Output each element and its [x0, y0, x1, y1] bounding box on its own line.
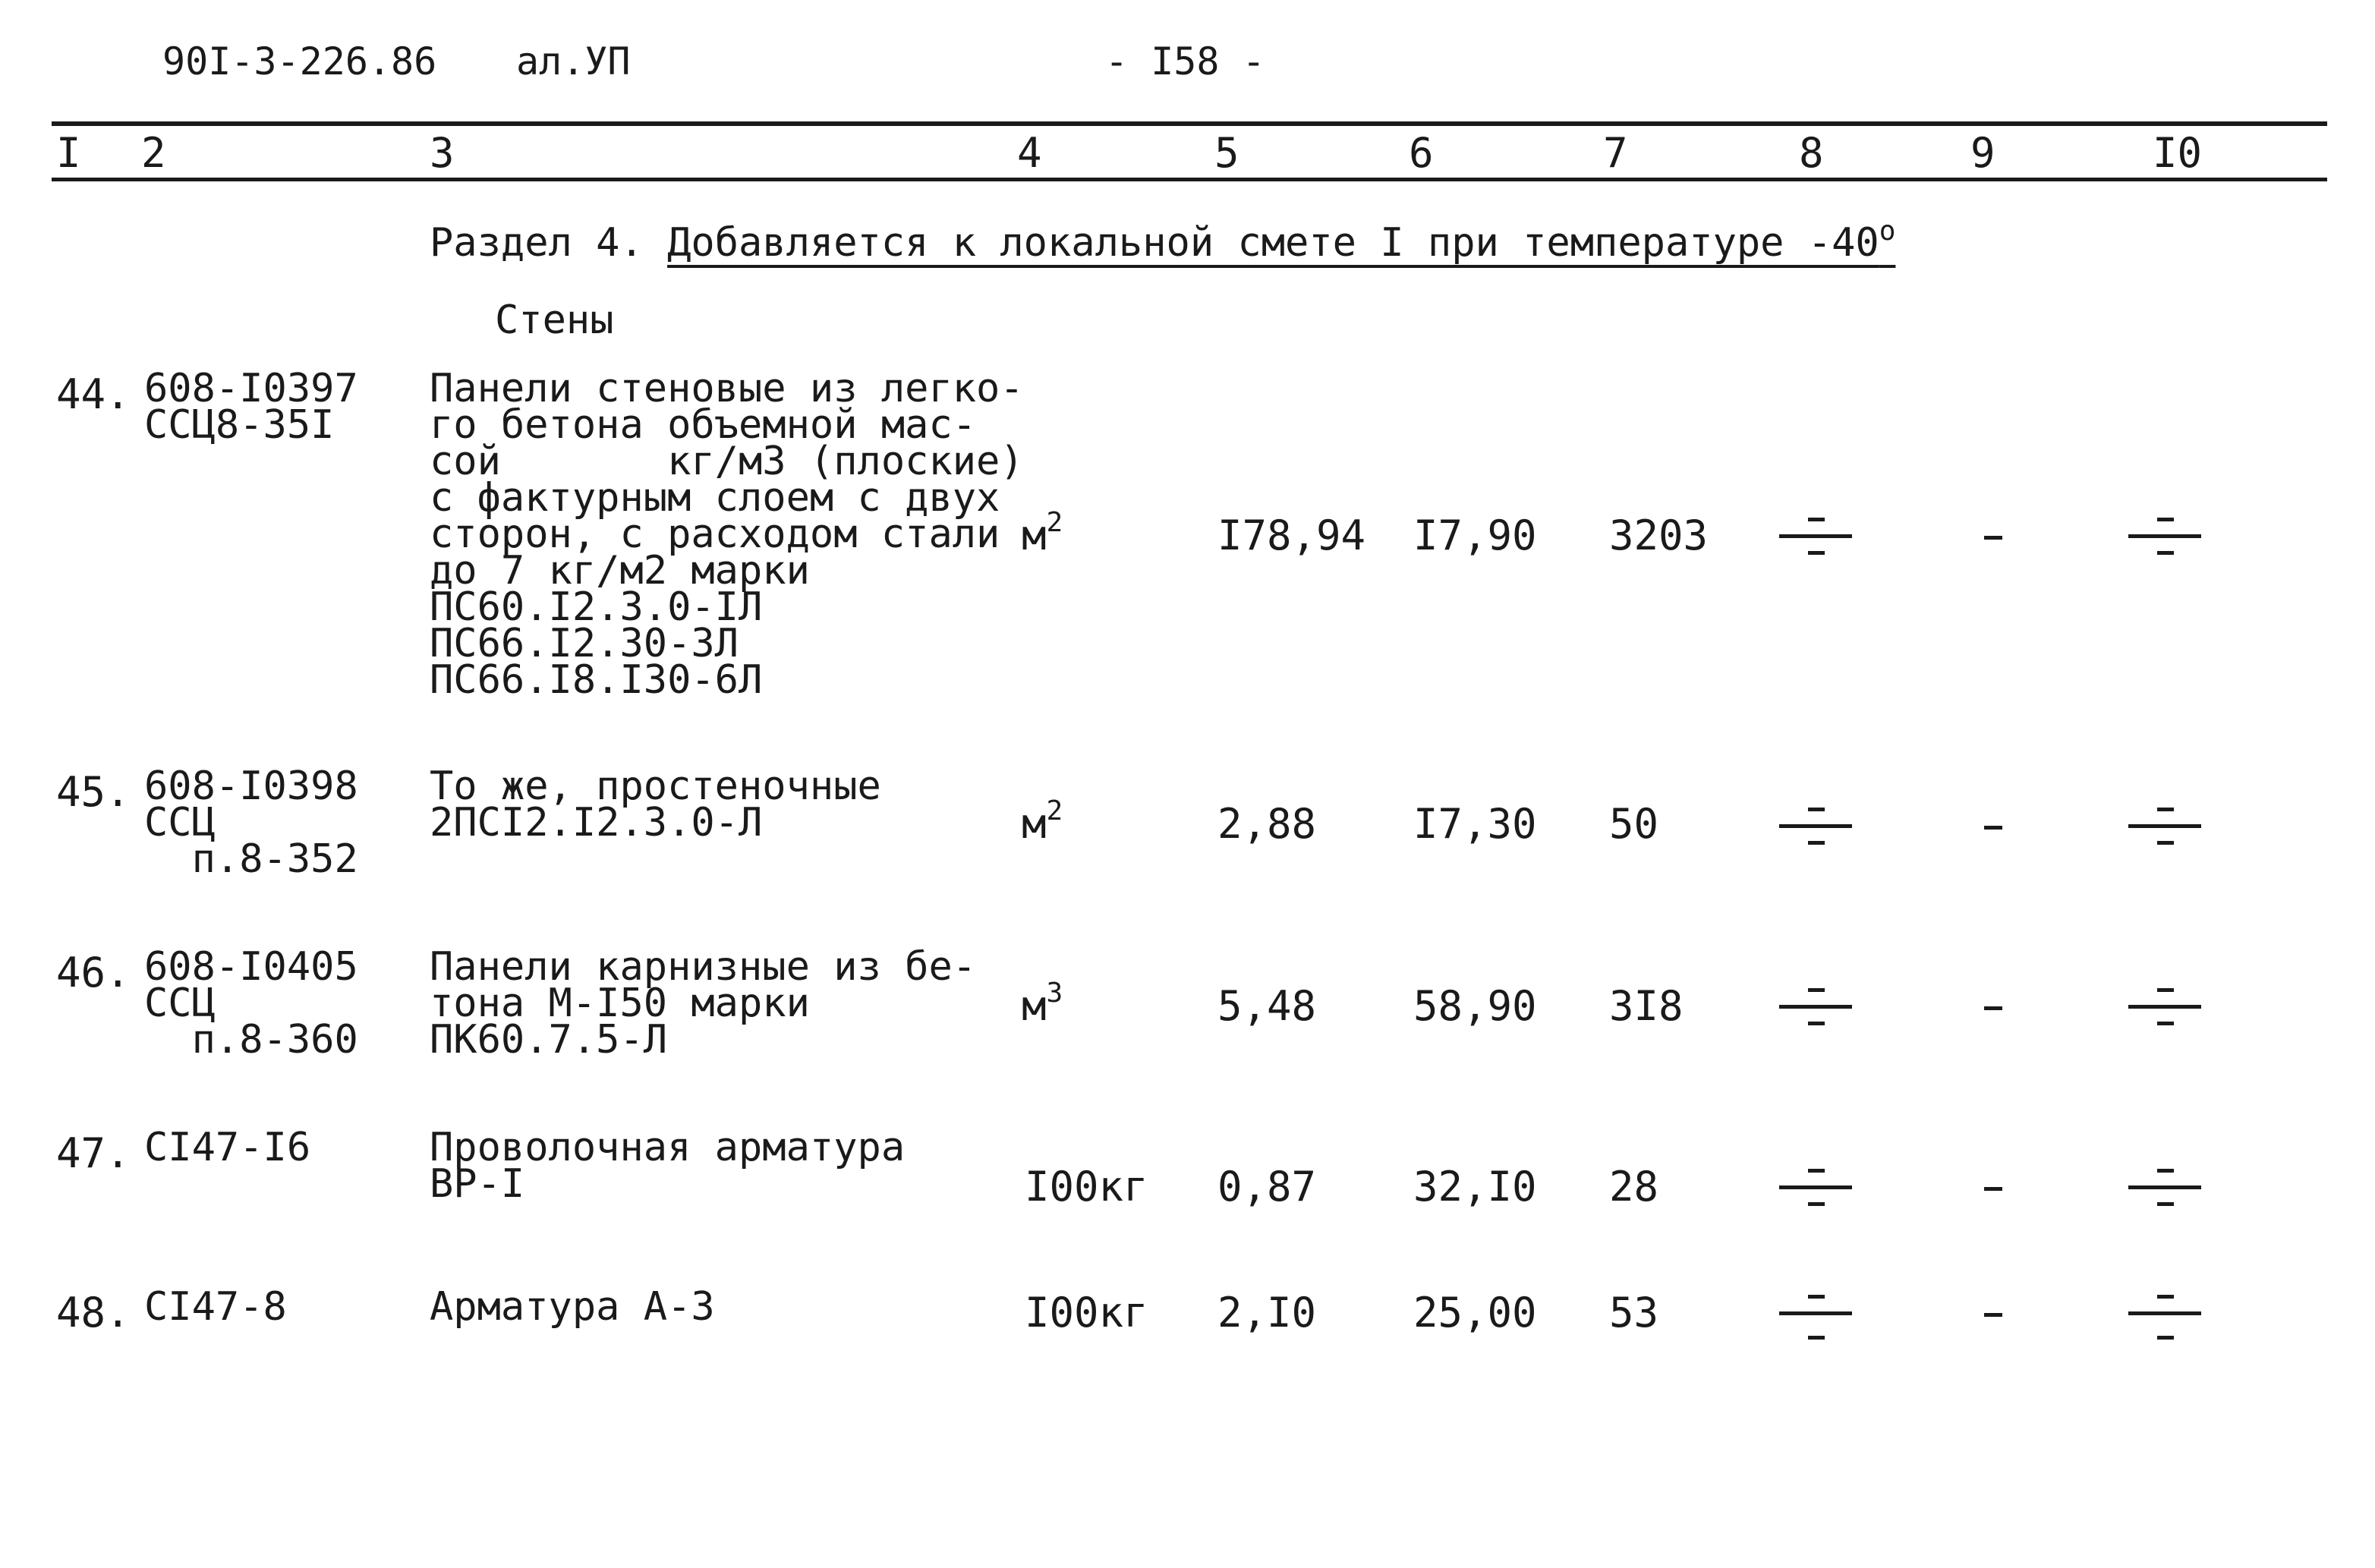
row-description: Проволочная арматура ВР-I: [430, 1125, 906, 1207]
row-number: 45.: [56, 768, 131, 816]
row-number: 44.: [56, 370, 131, 418]
row-total: 50: [1609, 800, 1659, 848]
row-unit-price: 25,00: [1413, 1289, 1537, 1337]
ditto-mark: [1779, 513, 1852, 559]
ditto-mark: [2128, 1290, 2201, 1336]
ditto-mark: [1779, 1164, 1852, 1210]
row-number: 46.: [56, 949, 131, 997]
column-header-3: 3: [430, 129, 455, 177]
column-header-4: 4: [1017, 129, 1042, 177]
row-total: 3203: [1609, 512, 1709, 559]
document-number: 90I-3-226.86: [162, 39, 437, 83]
col9-dash: [1984, 826, 2002, 830]
ditto-mark: [1779, 803, 1852, 849]
row-quantity: 5,48: [1217, 982, 1317, 1030]
col9-dash: [1984, 1187, 2002, 1191]
section-heading: [430, 216, 1896, 266]
row-unit: $м^2$: [1022, 507, 1063, 559]
row-quantity: 0,87: [1217, 1163, 1317, 1211]
column-header-2: 2: [141, 129, 166, 177]
row-description: Панели карнизные из бе- тона М-I50 марки ПК60.7.5-Л: [430, 944, 977, 1063]
ditto-mark: [1779, 984, 1852, 1029]
column-header-5: 5: [1214, 129, 1239, 177]
col9-dash: [1984, 536, 2002, 540]
degree-mark: о: [1879, 216, 1896, 247]
row-unit-price: I7,30: [1413, 800, 1537, 848]
row-code: 608-I0405 ССЦ п.8-360: [144, 944, 358, 1063]
row-unit: $м^2$: [1022, 795, 1063, 848]
column-header-6: 6: [1409, 129, 1434, 177]
col9-dash: [1984, 1313, 2002, 1317]
row-total: 53: [1609, 1289, 1659, 1337]
row-code: 608-I0398 ССЦ п.8-352: [144, 764, 358, 882]
row-total: 28: [1609, 1163, 1659, 1211]
ditto-mark: [1779, 1290, 1852, 1336]
row-code: 608-I0397 ССЦ8-35I: [144, 366, 358, 448]
header-top-rule: [52, 121, 2327, 126]
ditto-mark: [2128, 984, 2201, 1029]
row-unit: I00кг: [1025, 1289, 1148, 1337]
row-unit-price: 32,I0: [1413, 1163, 1537, 1211]
ditto-mark: [2128, 513, 2201, 559]
column-header-7: 7: [1603, 129, 1628, 177]
row-quantity: I78,94: [1217, 512, 1366, 559]
row-unit-price: I7,90: [1413, 512, 1537, 559]
column-header-10: I0: [2153, 129, 2203, 177]
row-number: 47.: [56, 1129, 131, 1177]
ditto-mark: [2128, 1164, 2201, 1210]
row-number: 48.: [56, 1289, 131, 1337]
row-unit: I00кг: [1025, 1163, 1148, 1211]
page-number: - I58 -: [1105, 39, 1265, 83]
column-header-8: 8: [1799, 129, 1824, 177]
row-quantity: 2,I0: [1217, 1289, 1317, 1337]
ditto-mark: [2128, 803, 2201, 849]
row-code: CI47-8: [144, 1284, 287, 1330]
row-code: CI47-I6: [144, 1125, 311, 1170]
column-header-1: I: [56, 129, 81, 177]
row-total: 3I8: [1609, 982, 1684, 1030]
row-description: То же, простеночные 2ПСI2.I2.3.0-Л: [430, 764, 881, 845]
section-prefix: Раздел 4.: [430, 220, 644, 266]
section-title: Добавляется к локальной смете I при температуре $-40^о$: [667, 216, 1896, 266]
subsection-title: Стены: [495, 298, 614, 343]
column-header-9: 9: [1970, 129, 1995, 177]
row-description: Панели стеновые из легко- го бетона объемной мас- сой кг/м3 (плоские) с фактурным слоем с двух сторон, с расходом стали до 7 кг/м2 марки ПС60.I2.3.0-IЛ ПС66.I2.30-3Л ПС66.I8.I30-6Л: [430, 366, 1024, 703]
row-quantity: 2,88: [1217, 800, 1317, 848]
row-unit: $м^3$: [1022, 978, 1063, 1030]
row-unit-price: 58,90: [1413, 982, 1537, 1030]
album-label: ал.УП: [516, 39, 631, 83]
col9-dash: [1984, 1006, 2002, 1010]
row-description: Арматура А-3: [430, 1284, 715, 1330]
header-bottom-rule: [52, 178, 2327, 181]
